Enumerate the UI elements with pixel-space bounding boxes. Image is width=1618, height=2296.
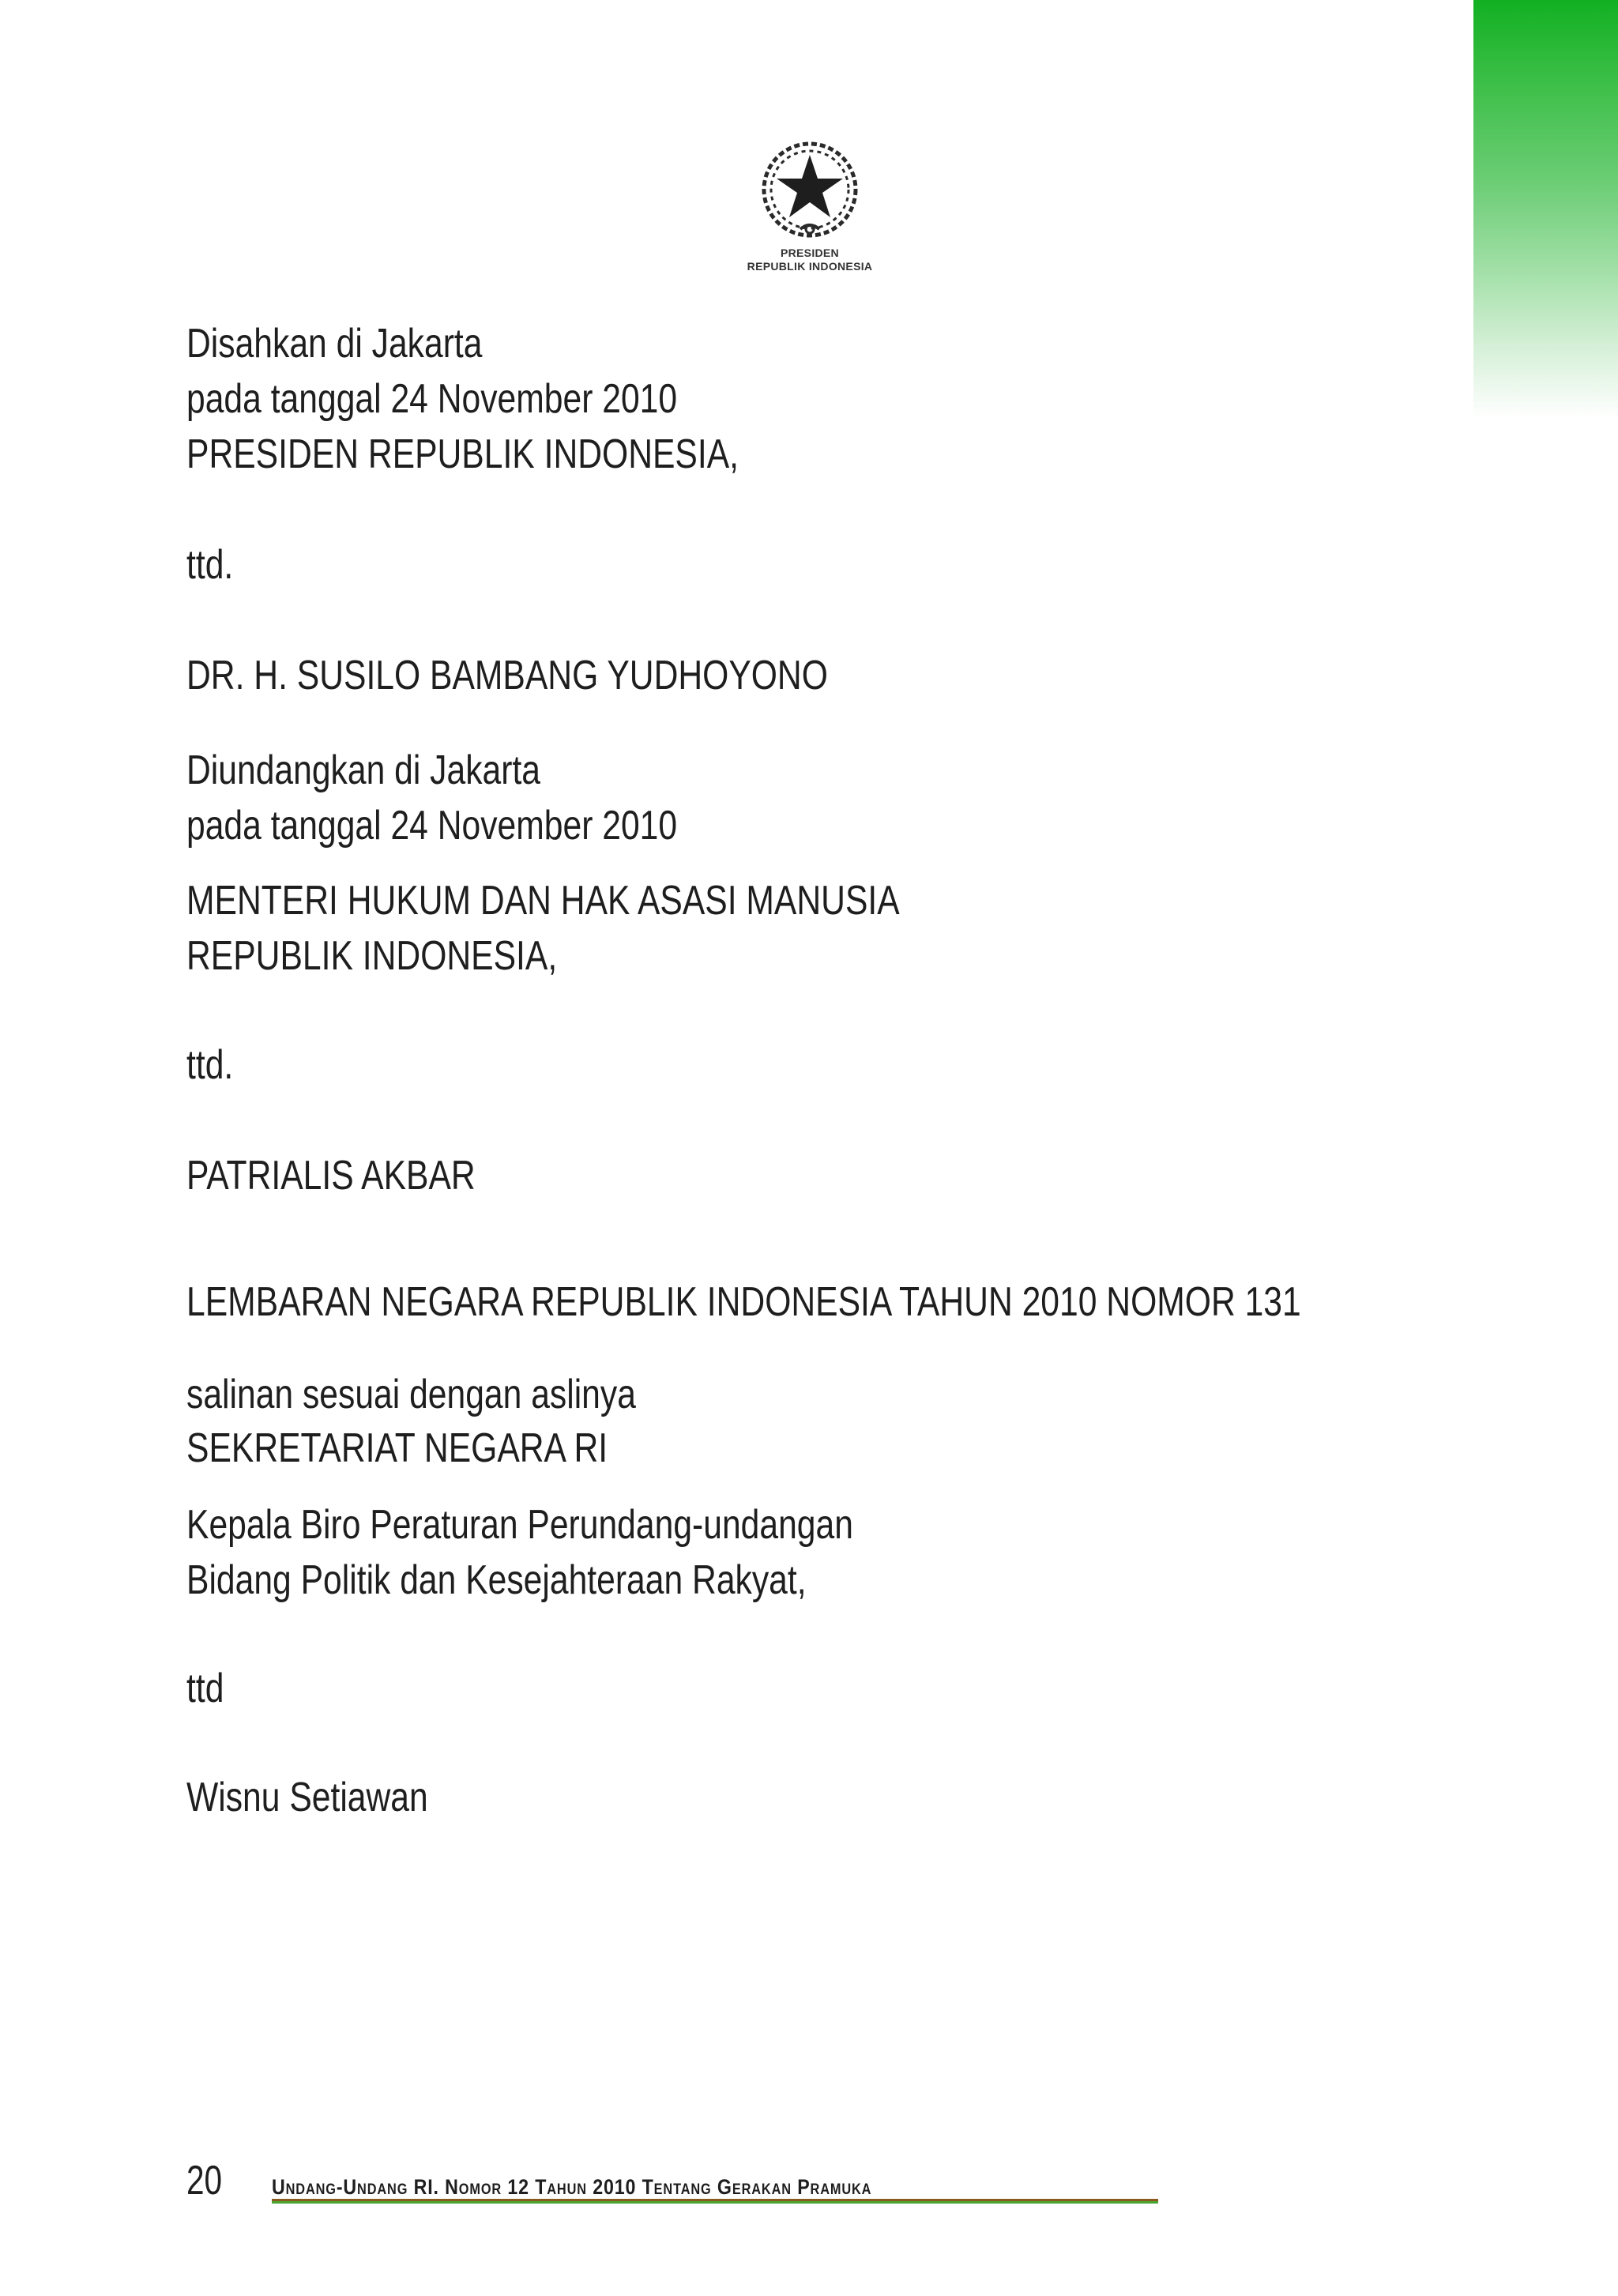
copy-signature: ttd bbox=[186, 1666, 224, 1711]
enacted-signature: ttd. bbox=[186, 542, 234, 588]
copy-signatory-name: Wisnu Setiawan bbox=[186, 1775, 428, 1820]
green-gradient-tab bbox=[1473, 0, 1618, 419]
copy-position-line1: Kepala Biro Peraturan Perundang-undangan bbox=[186, 1502, 853, 1548]
promulgated-signature: ttd. bbox=[186, 1042, 234, 1088]
promulgated-date: pada tanggal 24 November 2010 bbox=[186, 803, 678, 849]
footer-rule-green bbox=[272, 2201, 1158, 2204]
promulgated-office-line2: REPUBLIK INDONESIA, bbox=[186, 933, 558, 979]
running-footer-title: Undang-Undang RI. Nomor 12 Tahun 2010 Tentang Gerakan Pramuka bbox=[272, 2175, 872, 2199]
emblem-caption-line2: REPUBLIK INDONESIA bbox=[747, 260, 873, 273]
state-gazette-reference: LEMBARAN NEGARA REPUBLIK INDONESIA TAHUN 2010 NOMOR 131 bbox=[186, 1279, 1301, 1325]
promulgated-office-line1: MENTERI HUKUM DAN HAK ASASI MANUSIA bbox=[186, 878, 900, 924]
enacted-place: Disahkan di Jakarta bbox=[186, 321, 483, 367]
presidential-emblem bbox=[735, 136, 885, 273]
copy-position-line2: Bidang Politik dan Kesejahteraan Rakyat, bbox=[186, 1557, 807, 1603]
enacted-date: pada tanggal 24 November 2010 bbox=[186, 376, 678, 422]
enacted-signatory-name: DR. H. SUSILO BAMBANG YUDHOYONO bbox=[186, 653, 828, 698]
copy-institution: SEKRETARIAT NEGARA RI bbox=[186, 1425, 608, 1471]
emblem-caption-line1: PRESIDEN bbox=[781, 247, 839, 259]
enacted-office: PRESIDEN REPUBLIK INDONESIA, bbox=[186, 431, 739, 477]
promulgated-place: Diundangkan di Jakarta bbox=[186, 747, 541, 793]
copy-note: salinan sesuai dengan aslinya bbox=[186, 1372, 636, 1417]
page-number: 20 bbox=[186, 2158, 223, 2204]
promulgated-signatory-name: PATRIALIS AKBAR bbox=[186, 1153, 476, 1199]
footer-rule bbox=[272, 2199, 1158, 2204]
presidential-seal-icon bbox=[754, 136, 865, 247]
